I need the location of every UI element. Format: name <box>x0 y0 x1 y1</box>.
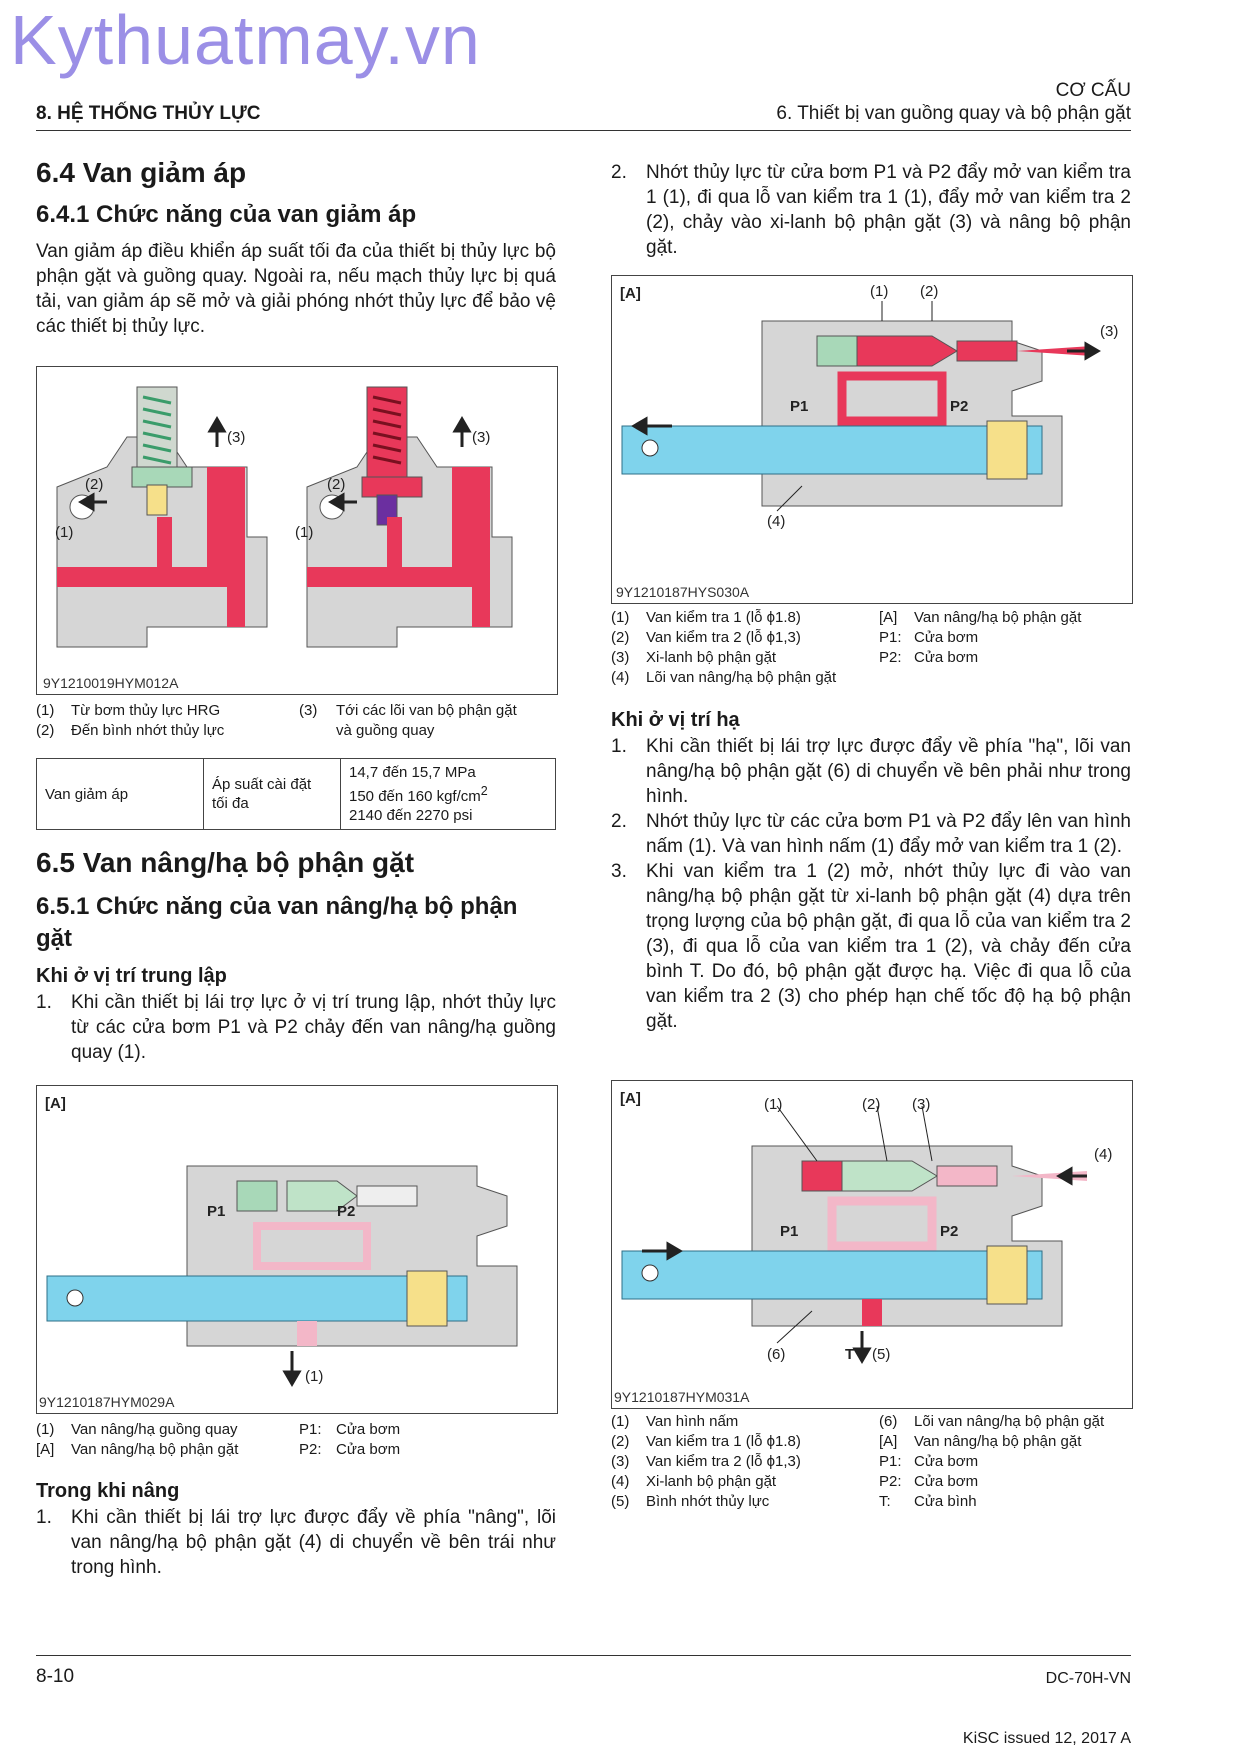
relief-valve-closed <box>57 387 267 647</box>
caption-text: Xi-lanh bộ phận gặt <box>646 1473 777 1490</box>
caption-num: (2) <box>611 1433 630 1450</box>
spec-value-mpa: 14,7 đến 15,7 MPa <box>349 764 476 781</box>
figure-lift <box>611 275 1133 604</box>
fig3-label-3: (3) <box>1100 323 1119 340</box>
caption-num: P1: <box>879 629 902 646</box>
figure-relief-valve <box>36 366 558 695</box>
heading-6-5-1-line: 6.5.1 Chức năng của van nâng/hạ bộ phận <box>36 893 518 920</box>
caption-text: Cửa bơm <box>336 1421 401 1438</box>
fig4-label-3: (3) <box>912 1096 931 1113</box>
heading-6-4-1: 6.4.1 Chức năng của van giảm áp <box>36 201 417 228</box>
caption-text: Đến bình nhớt thủy lực <box>71 722 225 739</box>
fig3-caption <box>611 608 1131 690</box>
relief-valve-open <box>307 387 512 647</box>
heading-neutral: Khi ở vị trí trung lập <box>36 965 227 987</box>
figure-code: 9Y1210187HYS030A <box>616 584 750 600</box>
caption-text: Van hình nấm <box>646 1413 739 1430</box>
caption-num: [A] <box>36 1441 55 1458</box>
step-number: 2. <box>611 162 627 183</box>
section-lower <box>611 709 1131 1034</box>
relief-valve-diagram <box>37 367 557 694</box>
caption-num: (1) <box>611 1413 630 1430</box>
doc-code: DC-70H-VN <box>1045 1670 1131 1687</box>
header-subsection: 6. Thiết bị van guồng quay và bộ phận gặt <box>776 103 1131 124</box>
caption-text: Van nâng/hạ bộ phận gặt <box>914 609 1082 626</box>
list-item <box>611 809 1131 859</box>
fig2-p1: P1 <box>207 1203 226 1220</box>
caption-text: Van kiểm tra 1 (lỗ ϕ1.8) <box>646 1433 801 1450</box>
step-number: 1. <box>36 1507 52 1528</box>
fig3-p2: P2 <box>950 398 969 415</box>
fig3-p1: P1 <box>790 398 809 415</box>
step-text: Nhớt thủy lực từ cửa bơm P1 và P2 đẩy mở van kiểm tra 1 (1), đi qua lỗ van kiểm tra 1 (1), đẩy mở van kiểm tra 2 (2), chảy vào xi-lanh bộ phận gặt (3) và nâng bộ phận gặt. <box>646 162 1131 258</box>
caption-num: (2) <box>611 629 630 646</box>
step-text: Nhớt thủy lực từ các cửa bơm P1 và P2 đẩy lên van hình nấm (1). Và van hình nấm (1) đẩy mở van kiểm tra 1 (2). <box>646 811 1131 857</box>
spec-value-kgf <box>349 782 547 806</box>
fig4-label-1: (1) <box>764 1096 783 1113</box>
caption-text: Lõi van nâng/hạ bộ phận gặt <box>646 669 837 686</box>
caption-num: (3) <box>611 1453 630 1470</box>
caption-text: Cửa bơm <box>914 1453 979 1470</box>
fig1-label-3a: (3) <box>227 429 246 446</box>
table-row <box>37 759 556 830</box>
header-section: CƠ CẤU <box>1055 80 1131 101</box>
fig3-label-1: (1) <box>870 283 889 300</box>
caption-num: (1) <box>36 1421 55 1438</box>
step-number: 3. <box>611 861 627 882</box>
caption-num: (4) <box>611 669 630 686</box>
caption-num: (1) <box>36 702 55 719</box>
heading-6-4: 6.4 Van giảm áp <box>36 157 247 188</box>
step-text: Khi cần thiết bị lái trợ lực được đẩy về phía "hạ", lõi van nâng/hạ bộ phận gặt (6) di chuyển về bên phải như trong hình. <box>646 736 1131 807</box>
fig4-tag: [A] <box>620 1090 641 1107</box>
caption-num: P1: <box>299 1421 322 1438</box>
fig3-tag: [A] <box>620 285 641 302</box>
caption-text: Van nâng/hạ bộ phận gặt <box>914 1433 1082 1450</box>
spec-param-line: tối đa <box>212 795 249 812</box>
caption-num: (1) <box>611 609 630 626</box>
heading-6-5: 6.5 Van nâng/hạ bộ phận gặt <box>36 847 415 878</box>
step-text: Khi van kiểm tra 1 (2) mở, nhớt thủy lực đi vào van nâng/hạ bộ phận gặt từ xi-lanh bộ phận gặt (4) dựa trên trọng lượng của bộ phận gặt, đi qua lỗ của van kiểm tra 2 (3), đi qua lỗ của van kiểm tra 1 (2), và chảy đến cửa bình T. Do đó, bộ phận gặt được hạ. Việc đi qua lỗ của van kiểm tra 2 (3) cho phép hạn chế tốc độ hạ bộ phận gặt. <box>646 861 1131 1032</box>
lower-diagram <box>612 1081 1132 1408</box>
caption-text: Cửa bơm <box>914 649 979 666</box>
fig4-label-5: (5) <box>872 1346 891 1363</box>
caption-num: P2: <box>879 1473 902 1490</box>
caption-num: P1: <box>879 1453 902 1470</box>
heading-6-5-1 <box>36 891 556 955</box>
fig1-label-1a: (1) <box>55 524 74 541</box>
caption-text: Van nâng/hạ bộ phận gặt <box>71 1441 239 1458</box>
caption-text: Xi-lanh bộ phận gặt <box>646 649 777 666</box>
page-number: 8-10 <box>36 1666 75 1687</box>
fig1-label-1b: (1) <box>295 524 314 541</box>
heading-6-5-1-line: gặt <box>36 925 72 952</box>
fig1-label-2b: (2) <box>327 476 346 493</box>
fig2-caption <box>36 1420 556 1462</box>
caption-num: (5) <box>611 1493 630 1510</box>
step-number: 1. <box>611 736 627 757</box>
caption-num: (3) <box>299 702 318 719</box>
caption-text: Van nâng/hạ guồng quay <box>71 1421 238 1438</box>
issued-note: KiSC issued 12, 2017 A <box>962 1730 1131 1747</box>
caption-text: Tới các lõi van bộ phận gặt <box>336 702 517 719</box>
para-relief-valve: Van giảm áp điều khiển áp suất tối đa của thiết bị thủy lực bộ phận gặt và guồng quay. Ngoài ra, nếu mạch thủy lực bị quá tải, van giảm áp sẽ mở và giải phóng nhớt thủy lực để bảo vệ các thiết bị thủy lực. <box>36 241 556 337</box>
caption-text: Van kiểm tra 2 (lỗ ϕ1,3) <box>646 1453 801 1470</box>
caption-text: Bình nhớt thủy lực <box>646 1493 770 1510</box>
fig1-label-2a: (2) <box>85 476 104 493</box>
caption-num: (3) <box>611 649 630 666</box>
step-number: 2. <box>611 811 627 832</box>
spec-table <box>36 758 556 830</box>
fig2-p2: P2 <box>337 1203 356 1220</box>
header-rule <box>36 130 1131 131</box>
step-text: Khi cần thiết bị lái trợ lực ở vị trí trung lập, nhớt thủy lực từ các cửa bơm P1 và P2 chảy đến van nâng/hạ guồng quay (1). <box>71 992 556 1063</box>
caption-num: P2: <box>879 649 902 666</box>
fig4-p1: P1 <box>780 1223 799 1240</box>
fig4-label-6: (6) <box>767 1346 786 1363</box>
watermark: Kythuatmay.vn <box>10 1 481 79</box>
caption-text: Cửa bơm <box>914 1473 979 1490</box>
caption-text: Van kiểm tra 1 (lỗ ϕ1.8) <box>646 609 801 626</box>
spec-value-kgf-sup: 2 <box>480 784 488 798</box>
caption-text: Từ bơm thủy lực HRG <box>71 702 221 719</box>
figure-lower <box>611 1080 1133 1409</box>
caption-num: [A] <box>879 1433 898 1450</box>
spec-value-kgf-text: 150 đến 160 kgf/cm <box>349 788 481 805</box>
neutral-diagram <box>37 1086 557 1413</box>
section-lift <box>36 1480 556 1580</box>
fig1-caption <box>36 701 556 743</box>
heading-lift: Trong khi nâng <box>36 1480 180 1502</box>
fig2-tag: [A] <box>45 1095 66 1112</box>
figure-code: 9Y1210187HYM031A <box>614 1389 750 1405</box>
caption-text: Cửa bình <box>914 1493 977 1510</box>
fig4-label-4: (4) <box>1094 1146 1113 1163</box>
caption-num: (6) <box>879 1413 898 1430</box>
caption-text: Lõi van nâng/hạ bộ phận gặt <box>914 1413 1105 1430</box>
spec-name: Van giảm áp <box>37 759 204 830</box>
list-item <box>36 990 556 1065</box>
step-text: Khi cần thiết bị lái trợ lực được đẩy về phía "nâng", lõi van nâng/hạ bộ phận gặt (4) di chuyển về bên trái như trong hình. <box>71 1507 556 1578</box>
fig3-label-2: (2) <box>920 283 939 300</box>
list-item <box>611 160 1131 260</box>
header-chapter: 8. HỆ THỐNG THỦY LỰC <box>36 103 261 124</box>
caption-num: (4) <box>611 1473 630 1490</box>
spec-param <box>204 759 341 830</box>
caption-num: T: <box>879 1493 891 1510</box>
spec-value-psi: 2140 đến 2270 psi <box>349 807 473 824</box>
caption-text: Cửa bơm <box>336 1441 401 1458</box>
figure-code: 9Y1210019HYM012A <box>43 675 179 691</box>
lift-diagram <box>612 276 1132 603</box>
spec-param-line: Áp suất cài đặt <box>212 776 312 793</box>
fig4-p2: P2 <box>940 1223 959 1240</box>
list-item <box>611 859 1131 1034</box>
step-number: 1. <box>36 992 52 1013</box>
figure-code: 9Y1210187HYM029A <box>39 1394 175 1410</box>
fig4-t: T <box>845 1346 855 1363</box>
figure-neutral <box>36 1085 558 1414</box>
caption-text: và guồng quay <box>336 722 435 739</box>
caption-text: Cửa bơm <box>914 629 979 646</box>
fig4-label-2: (2) <box>862 1096 881 1113</box>
caption-num: (2) <box>36 722 55 739</box>
list-item <box>36 1505 556 1580</box>
section-6-5 <box>36 847 556 1065</box>
fig1-label-3b: (3) <box>472 429 491 446</box>
fig4-caption <box>611 1412 1131 1514</box>
left-column <box>36 157 556 339</box>
caption-text: Van kiểm tra 2 (lỗ ϕ1,3) <box>646 629 801 646</box>
fig3-label-4: (4) <box>767 513 786 530</box>
list-item <box>611 734 1131 809</box>
caption-num: [A] <box>879 609 898 626</box>
fig2-label-1: (1) <box>305 1368 324 1385</box>
right-column-lift <box>611 160 1131 260</box>
heading-lower: Khi ở vị trí hạ <box>611 709 740 731</box>
caption-num: P2: <box>299 1441 322 1458</box>
footer-rule <box>36 1655 1131 1656</box>
spec-value <box>341 759 556 830</box>
